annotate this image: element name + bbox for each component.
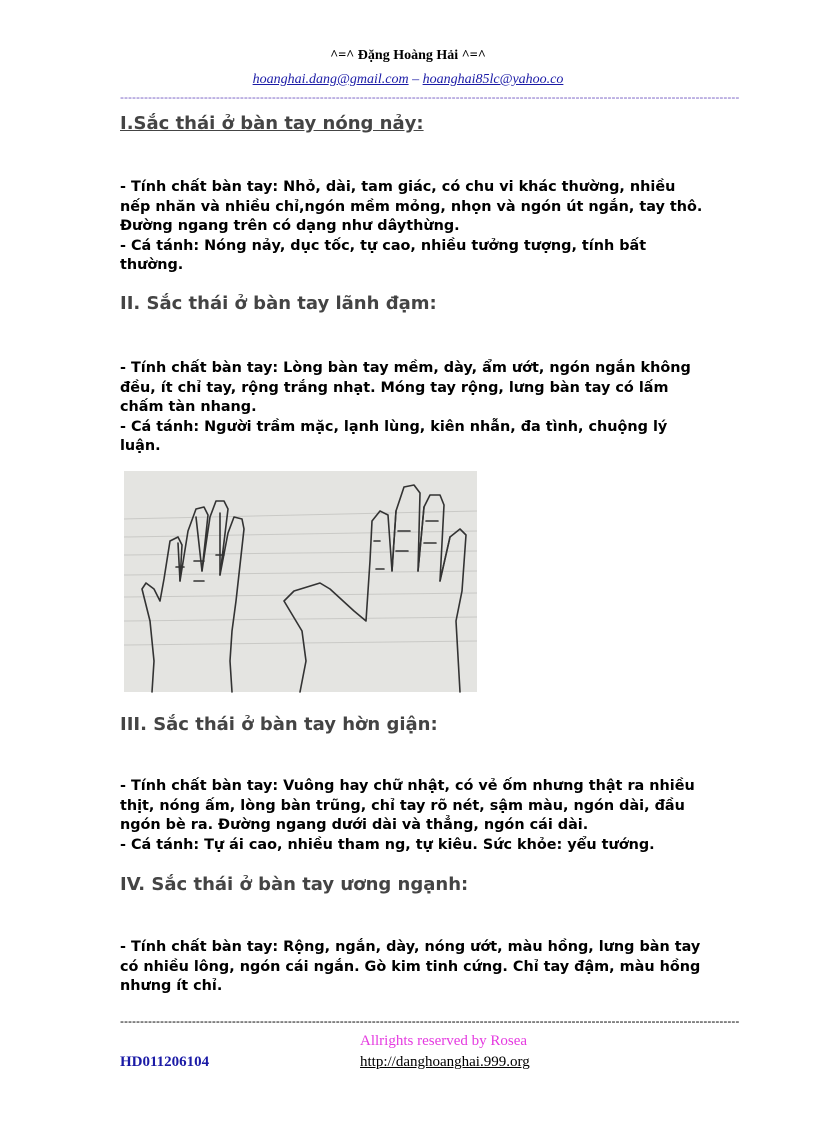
header-contacts (0, 72, 816, 88)
section-1-heading: I.Sắc thái ở bàn tay nóng nảy: (120, 113, 424, 134)
section-3-body (120, 777, 710, 855)
section-3-heading: III. Sắc thái ở bàn tay hờn giận: (120, 714, 438, 735)
section-1-properties: - Tính chất bàn tay: Nhỏ, dài, tam giác, có chu vi khác thường, nhiều nếp nhăn và nhiều chỉ,ngón mềm mỏng, nhọn và ngón út ngắn, tay thô. Đường ngang trên có dạng như dâythừng. (120, 179, 703, 234)
header-rule: ----------------------------------------------------------------------------------------------------------------------------------------------------------- (120, 90, 740, 104)
section-3-properties: - Tính chất bàn tay: Vuông hay chữ nhật, có vẻ ốm nhưng thật ra nhiều thịt, nóng ấm, lòng bàn trũng, chỉ tay rõ nét, sậm màu, ngón dài, đầu ngón bè ra. Đường ngang dưới dài và thẳng, ngón cái dài. (120, 778, 695, 833)
section-2-properties: - Tính chất bàn tay: Lòng bàn tay mềm, dày, ẩm ướt, ngón ngắn không đều, ít chỉ tay, rộng trắng nhạt. Móng tay rộng, lưng bàn tay có lấm chấm tàn nhang. (120, 360, 691, 415)
header-name: ^=^ Đặng Hoàng Hải ^=^ (330, 48, 486, 63)
email-link-1[interactable]: hoanghai.dang@gmail.com (252, 72, 409, 87)
email-separator: – (408, 72, 423, 87)
hand-illustration-icon (124, 471, 477, 692)
section-1-body (120, 178, 710, 276)
footer-url-link[interactable]: http://danghoanghai.999.org (360, 1054, 530, 1070)
section-3-personality: - Cá tánh: Tự ái cao, nhiều tham ng, tự kiêu. Sức khỏe: yểu tướng. (120, 836, 655, 853)
section-4-properties: - Tính chất bàn tay: Rộng, ngắn, dày, nóng ướt, màu hồng, lưng bàn tay có nhiều lông, ngón cái ngắn. Gò kim tinh cứng. Chỉ tay đậm, màu hồng nhưng ít chỉ. (120, 939, 701, 994)
section-4-body (120, 938, 710, 997)
footer-doc-id: HD011206104 (120, 1054, 210, 1070)
email-link-2[interactable]: hoanghai85lc@yahoo.co (422, 72, 564, 87)
section-2-heading: II. Sắc thái ở bàn tay lãnh đạm: (120, 293, 437, 314)
footer-rule: ----------------------------------------------------------------------------------------------------------------------------------------------------------- (120, 1014, 740, 1028)
section-2-personality: - Cá tánh: Người trầm mặc, lạnh lùng, kiên nhẫn, đa tình, chuộng lý luận. (120, 418, 668, 454)
section-2-body (120, 359, 710, 457)
section-4-heading: IV. Sắc thái ở bàn tay ương ngạnh: (120, 874, 469, 895)
section-1-personality: - Cá tánh: Nóng nảy, dục tốc, tự cao, nhiều tưởng tượng, tính bất thường. (120, 237, 647, 273)
footer-rights: Allrights reserved by Rosea (360, 1033, 528, 1049)
